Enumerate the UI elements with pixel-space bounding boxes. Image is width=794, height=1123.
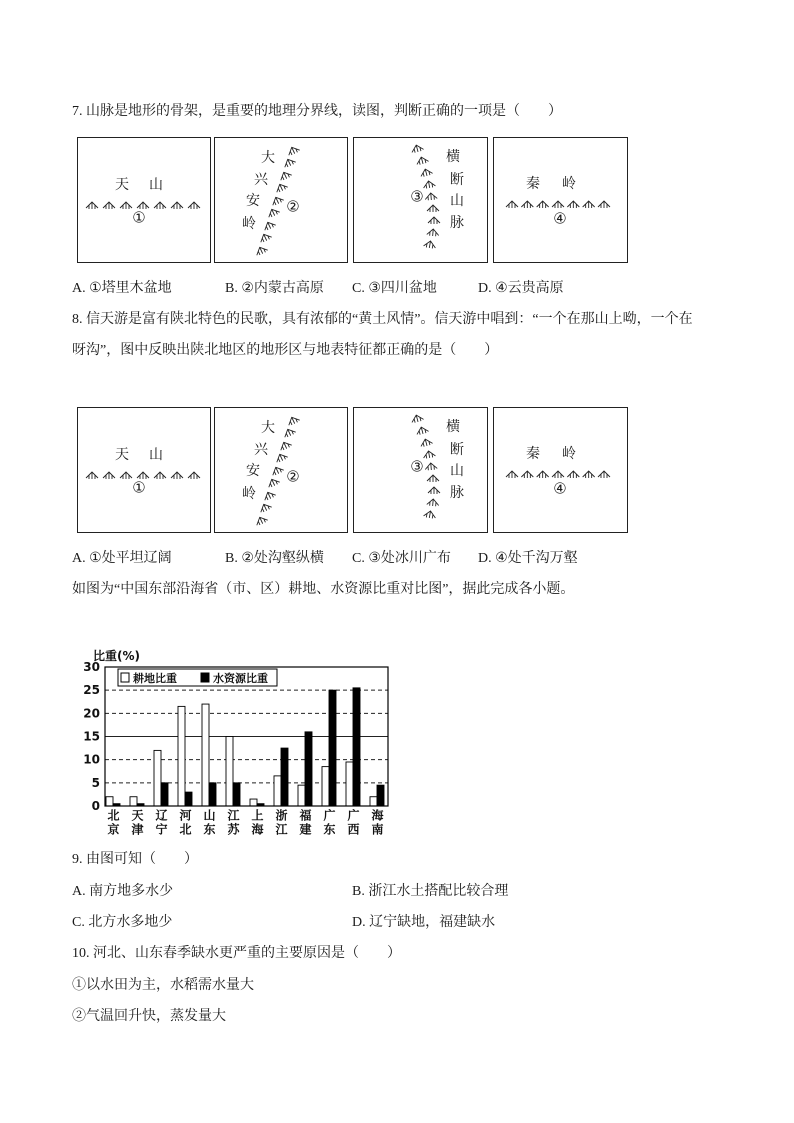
q9-option-a: A. 南方地多水少 (72, 884, 174, 899)
bar-water-7 (281, 748, 288, 806)
bar-cropland-4 (202, 704, 209, 806)
map-region-number: ① (132, 480, 146, 497)
mountain-symbol (567, 471, 579, 478)
bar-cropland-10 (346, 762, 353, 806)
y-tick-label: 25 (83, 683, 100, 698)
mountain-symbol (137, 472, 149, 479)
map-panel-qinling (493, 407, 628, 533)
mountain-symbol (427, 498, 440, 506)
y-tick-label: 20 (83, 706, 100, 721)
q10-stem: 10. 河北、山东春季缺水更严重的主要原因是（ ） (72, 946, 401, 961)
mountain-symbol (86, 202, 98, 209)
x-tick-label: 海南 (370, 809, 384, 837)
x-tick-label: 天津 (130, 809, 144, 837)
mountain-symbol (278, 440, 292, 451)
map-panel-hengduan (353, 137, 488, 263)
bar-cropland-2 (154, 750, 161, 806)
mountain-symbol (254, 245, 268, 256)
map-label-char: 山 (149, 178, 163, 193)
mountain-symbol (552, 201, 564, 208)
map-label-char: 安 (246, 464, 260, 479)
map-label-char: 岭 (562, 447, 576, 462)
q9-option-b: B. 浙江水土搭配比较合理 (352, 884, 509, 899)
mountain-symbol (103, 202, 115, 209)
map-region-number: ② (286, 469, 300, 486)
q7-option-d: D. ④云贵高原 (478, 281, 564, 296)
bar-cropland-6 (250, 799, 257, 806)
map-label-char: 断 (450, 443, 464, 458)
x-tick-label: 上海 (250, 809, 264, 837)
map-label-char: 山 (450, 464, 464, 479)
map-label-char: 横 (446, 150, 460, 165)
bar-cropland-0 (106, 797, 113, 806)
mountain-symbol (521, 201, 533, 208)
mountain-symbol (282, 157, 296, 168)
y-tick-label: 0 (91, 799, 100, 813)
mountain-symbol (262, 490, 276, 501)
bar-cropland-5 (226, 737, 233, 807)
map-panel-qinling (493, 137, 628, 263)
bar-water-11 (377, 785, 384, 806)
bar-water-5 (233, 783, 240, 806)
mountain-symbol (274, 452, 288, 463)
map-label-char: 脉 (450, 486, 464, 501)
q7-stem: 7. 山脉是地形的骨架，是重要的地理分界线，读图，判断正确的一项是（ ） (72, 104, 562, 119)
x-tick-label: 北京 (106, 809, 120, 837)
mountain-symbol (137, 202, 149, 209)
mountain-symbol (154, 472, 166, 479)
x-tick-label: 浙江 (274, 809, 288, 837)
q8-stem-line1: 8. 信天游是富有陕北特色的民歌，具有浓郁的“黄土风情”。信天游中唱到：“一个在那山上呦，一个在 (72, 312, 693, 327)
mountain-symbol (188, 202, 200, 209)
q7-mountain-figure (77, 137, 628, 263)
mountain-symbol (583, 201, 595, 208)
map-label-char: 大 (261, 421, 275, 436)
mountain-symbol (598, 201, 610, 208)
bar-water-9 (329, 690, 336, 806)
mountain-symbol (410, 144, 423, 154)
legend (118, 669, 277, 686)
bar-cropland-11 (370, 797, 377, 806)
mountain-symbol (258, 232, 272, 243)
mountain-symbol (506, 201, 518, 208)
legend-label-cropland: 耕地比重 (133, 672, 177, 685)
bar-cropland-8 (298, 785, 305, 806)
bar-water-8 (305, 732, 312, 806)
x-tick-label: 河北 (178, 809, 192, 837)
group-intro: 如图为“中国东部沿海省（市、区）耕地、水资源比重对比图”，据此完成各小题。 (72, 582, 575, 597)
map-region-number: ③ (410, 459, 424, 476)
x-tick-label: 广西 (346, 809, 360, 837)
mountain-symbol (583, 471, 595, 478)
bar-cropland-1 (130, 797, 137, 806)
mountain-symbol (427, 228, 440, 236)
y-tick-label: 5 (91, 775, 100, 790)
mountain-symbol (423, 240, 436, 249)
q10-statement-2: ②气温回升快，蒸发量大 (72, 1009, 226, 1024)
map-panel-daxinganling (214, 137, 348, 263)
legend-swatch-water (201, 673, 209, 682)
q9-stem: 9. 由图可知（ ） (72, 852, 198, 867)
mountain-symbol (423, 450, 436, 459)
y-tick-label: 30 (83, 660, 100, 674)
map-region-number: ② (286, 199, 300, 216)
bar-water-10 (353, 688, 360, 806)
q8-option-d: D. ④处千沟万壑 (478, 551, 578, 566)
mountain-symbol (258, 502, 272, 513)
x-tick-label: 福建 (298, 809, 312, 837)
map-panel-daxinganling (214, 407, 348, 533)
mountain-symbol (278, 170, 292, 181)
map-label-char: 岭 (242, 217, 256, 232)
mountain-symbol (427, 205, 439, 212)
mountain-symbol (537, 201, 549, 208)
mountain-symbol (425, 462, 438, 470)
bar-cropland-9 (322, 767, 329, 806)
map-label-char: 兴 (254, 443, 268, 458)
mountain-symbol (120, 472, 132, 479)
bar-cropland-7 (274, 776, 281, 806)
mountain-symbol (423, 510, 436, 519)
q8-stem-line2: 呀沟”，图中反映出陕北地区的地形区与地表特征都正确的是（ ） (72, 343, 499, 358)
mountain-symbol (254, 515, 268, 526)
mountain-symbol (120, 202, 132, 209)
q10-statement-1: ①以水田为主，水稻需水量大 (72, 978, 254, 993)
mountain-symbol (428, 217, 440, 224)
map-panel-tianshan (77, 137, 211, 263)
map-panel-hengduan (353, 407, 488, 533)
y-tick-label: 15 (83, 729, 100, 744)
q7-option-c: C. ③四川盆地 (352, 281, 437, 296)
mountain-range-symbols (215, 408, 350, 534)
map-region-number: ④ (553, 481, 567, 498)
bar-water-3 (185, 792, 192, 806)
map-label-char: 安 (246, 194, 260, 209)
mountain-symbol (419, 438, 432, 448)
mountain-symbol (567, 201, 579, 208)
x-tick-label: 辽宁 (154, 809, 168, 837)
q7-option-a: A. ①塔里木盆地 (72, 281, 172, 296)
cropland-water-bar-chart (80, 645, 395, 840)
mountain-symbol (419, 168, 432, 178)
mountain-range-symbols (494, 408, 629, 534)
mountain-symbol (266, 477, 280, 488)
x-tick-label: 山东 (202, 809, 216, 837)
mountain-symbol (506, 471, 518, 478)
x-tick-label: 江苏 (226, 809, 240, 837)
map-label-char: 大 (261, 151, 275, 166)
mountain-symbol (171, 202, 183, 209)
mountain-symbol (171, 472, 183, 479)
map-label-char: 断 (450, 173, 464, 188)
mountain-symbol (266, 207, 280, 218)
map-label-char: 岭 (242, 487, 256, 502)
mountain-symbol (552, 471, 564, 478)
map-label-char: 秦 (526, 447, 540, 462)
mountain-symbol (286, 415, 300, 426)
bar-water-2 (161, 783, 168, 806)
bar-water-4 (209, 783, 216, 806)
x-tick-label: 广东 (322, 809, 336, 837)
q9-option-c: C. 北方水多地少 (72, 915, 173, 930)
mountain-symbol (521, 471, 533, 478)
y-tick-label: 10 (83, 752, 100, 767)
map-label-char: 岭 (562, 177, 576, 192)
mountain-symbol (415, 156, 428, 166)
mountain-range-symbols (215, 138, 350, 264)
map-label-char: 脉 (450, 216, 464, 231)
mountain-symbol (188, 472, 200, 479)
mountain-symbol (286, 145, 300, 156)
map-region-number: ③ (410, 189, 424, 206)
q9-option-d: D. 辽宁缺地，福建缺水 (352, 915, 496, 930)
map-label-char: 山 (149, 448, 163, 463)
map-label-char: 横 (446, 420, 460, 435)
q8-option-c: C. ③处冰川广布 (352, 551, 451, 566)
mountain-range-symbols (494, 138, 629, 264)
mountain-symbol (425, 192, 438, 200)
mountain-symbol (423, 180, 436, 189)
mountain-symbol (410, 414, 423, 424)
q7-option-b: B. ②内蒙古高原 (225, 281, 324, 296)
mountain-symbol (86, 472, 98, 479)
q8-mountain-figure (77, 407, 628, 533)
mountain-symbol (270, 465, 284, 476)
legend-swatch-cropland (121, 673, 129, 682)
map-label-char: 兴 (254, 173, 268, 188)
map-region-number: ① (132, 210, 146, 227)
map-label-char: 山 (450, 194, 464, 209)
mountain-symbol (415, 426, 428, 436)
map-panel-tianshan (77, 407, 211, 533)
q8-option-a: A. ①处平坦辽阔 (72, 551, 172, 566)
q8-option-b: B. ②处沟壑纵横 (225, 551, 324, 566)
mountain-range-symbols (78, 408, 213, 534)
mountain-symbol (598, 471, 610, 478)
y-axis-label: 比重(%) (93, 649, 140, 663)
map-label-char: 秦 (526, 177, 540, 192)
mountain-symbol (428, 487, 440, 494)
mountain-symbol (274, 182, 288, 193)
mountain-symbol (427, 475, 439, 482)
legend-label-water: 水资源比重 (213, 672, 268, 685)
mountain-symbol (537, 471, 549, 478)
mountain-symbol (270, 195, 284, 206)
mountain-symbol (154, 202, 166, 209)
map-label-char: 天 (115, 178, 129, 193)
mountain-symbol (282, 427, 296, 438)
mountain-symbol (103, 472, 115, 479)
map-label-char: 天 (115, 448, 129, 463)
mountain-symbol (262, 220, 276, 231)
map-region-number: ④ (553, 211, 567, 228)
mountain-range-symbols (78, 138, 213, 264)
bar-cropland-3 (178, 706, 185, 806)
